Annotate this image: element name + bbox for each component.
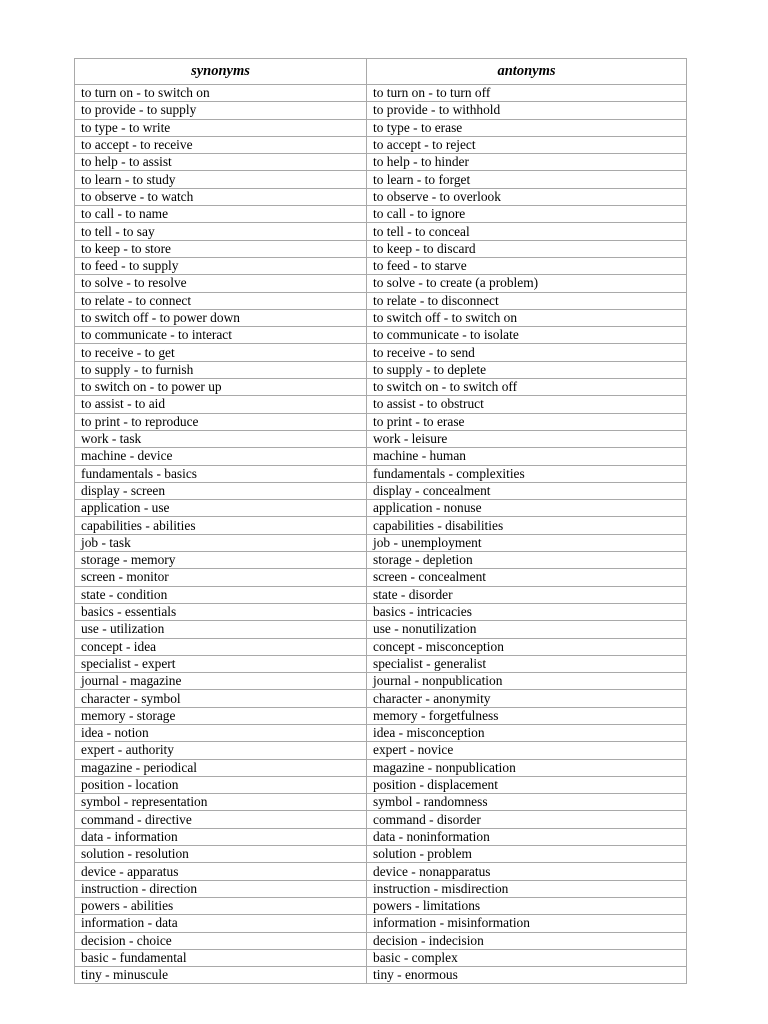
table-row xyxy=(75,880,687,897)
antonym-cell: to call - to ignore xyxy=(367,206,687,223)
table-row xyxy=(75,292,687,309)
synonym-cell: device - apparatus xyxy=(75,863,367,880)
synonym-cell: to learn - to study xyxy=(75,171,367,188)
synonym-cell: screen - monitor xyxy=(75,569,367,586)
antonym-cell: memory - forgetfulness xyxy=(367,707,687,724)
table-row xyxy=(75,154,687,171)
antonym-cell: to receive - to send xyxy=(367,344,687,361)
table-row xyxy=(75,638,687,655)
synonym-cell: display - screen xyxy=(75,482,367,499)
antonym-cell: data - noninformation xyxy=(367,828,687,845)
synonym-cell: job - task xyxy=(75,534,367,551)
table-row xyxy=(75,603,687,620)
synonym-cell: to switch off - to power down xyxy=(75,309,367,326)
antonym-cell: to learn - to forget xyxy=(367,171,687,188)
synonym-cell: fundamentals - basics xyxy=(75,465,367,482)
synonym-cell: basics - essentials xyxy=(75,603,367,620)
antonym-cell: tiny - enormous xyxy=(367,967,687,984)
antonym-cell: concept - misconception xyxy=(367,638,687,655)
synonym-cell: to relate - to connect xyxy=(75,292,367,309)
antonym-cell: command - disorder xyxy=(367,811,687,828)
synonym-cell: information - data xyxy=(75,915,367,932)
table-row xyxy=(75,552,687,569)
synonym-cell: to supply - to furnish xyxy=(75,361,367,378)
synonym-cell: powers - abilities xyxy=(75,897,367,914)
antonym-cell: to relate - to disconnect xyxy=(367,292,687,309)
synonym-cell: to accept - to receive xyxy=(75,136,367,153)
antonym-cell: machine - human xyxy=(367,448,687,465)
synonyms-header: synonyms xyxy=(75,59,367,85)
antonym-cell: to assist - to obstruct xyxy=(367,396,687,413)
table-row xyxy=(75,724,687,741)
antonym-cell: fundamentals - complexities xyxy=(367,465,687,482)
table-row xyxy=(75,396,687,413)
antonym-cell: powers - limitations xyxy=(367,897,687,914)
antonym-cell: solution - problem xyxy=(367,846,687,863)
table-row xyxy=(75,932,687,949)
antonym-cell: to solve - to create (a problem) xyxy=(367,275,687,292)
table-row xyxy=(75,517,687,534)
antonym-cell: to turn on - to turn off xyxy=(367,85,687,102)
antonym-cell: basics - intricacies xyxy=(367,603,687,620)
antonym-cell: display - concealment xyxy=(367,482,687,499)
antonym-cell: to switch on - to switch off xyxy=(367,379,687,396)
antonym-cell: position - displacement xyxy=(367,776,687,793)
synonym-cell: capabilities - abilities xyxy=(75,517,367,534)
table-row xyxy=(75,85,687,102)
antonym-cell: capabilities - disabilities xyxy=(367,517,687,534)
table-header-row xyxy=(75,59,687,85)
antonym-cell: to help - to hinder xyxy=(367,154,687,171)
table-row xyxy=(75,776,687,793)
antonym-cell: storage - depletion xyxy=(367,552,687,569)
synonym-cell: basic - fundamental xyxy=(75,949,367,966)
table-row xyxy=(75,897,687,914)
synonym-cell: specialist - expert xyxy=(75,655,367,672)
synonym-cell: to assist - to aid xyxy=(75,396,367,413)
antonym-cell: to print - to erase xyxy=(367,413,687,430)
table-row xyxy=(75,171,687,188)
antonym-cell: to tell - to conceal xyxy=(367,223,687,240)
antonym-cell: device - nonapparatus xyxy=(367,863,687,880)
table-row xyxy=(75,240,687,257)
synonym-cell: to tell - to say xyxy=(75,223,367,240)
synonym-cell: to communicate - to interact xyxy=(75,327,367,344)
synonym-cell: data - information xyxy=(75,828,367,845)
table-row xyxy=(75,102,687,119)
synonym-cell: character - symbol xyxy=(75,690,367,707)
table-row xyxy=(75,223,687,240)
antonym-cell: symbol - randomness xyxy=(367,794,687,811)
synonym-cell: symbol - representation xyxy=(75,794,367,811)
table-row xyxy=(75,794,687,811)
antonym-cell: job - unemployment xyxy=(367,534,687,551)
synonym-cell: to feed - to supply xyxy=(75,257,367,274)
synonym-cell: concept - idea xyxy=(75,638,367,655)
antonym-cell: to provide - to withhold xyxy=(367,102,687,119)
table-row xyxy=(75,621,687,638)
antonym-cell: instruction - misdirection xyxy=(367,880,687,897)
table-row xyxy=(75,569,687,586)
synonym-cell: machine - device xyxy=(75,448,367,465)
synonym-cell: solution - resolution xyxy=(75,846,367,863)
synonym-cell: to call - to name xyxy=(75,206,367,223)
table-row xyxy=(75,655,687,672)
table-row xyxy=(75,828,687,845)
table-row xyxy=(75,586,687,603)
antonym-cell: character - anonymity xyxy=(367,690,687,707)
antonym-cell: to type - to erase xyxy=(367,119,687,136)
table-row xyxy=(75,759,687,776)
synonym-cell: decision - choice xyxy=(75,932,367,949)
synonym-cell: to solve - to resolve xyxy=(75,275,367,292)
antonym-cell: state - disorder xyxy=(367,586,687,603)
synonym-cell: instruction - direction xyxy=(75,880,367,897)
synonym-cell: to receive - to get xyxy=(75,344,367,361)
table-row xyxy=(75,136,687,153)
table-row xyxy=(75,361,687,378)
synonym-cell: to turn on - to switch on xyxy=(75,85,367,102)
table-row xyxy=(75,500,687,517)
table-row xyxy=(75,448,687,465)
antonym-cell: to keep - to discard xyxy=(367,240,687,257)
antonym-cell: application - nonuse xyxy=(367,500,687,517)
synonym-cell: tiny - minuscule xyxy=(75,967,367,984)
antonym-cell: magazine - nonpublication xyxy=(367,759,687,776)
antonym-cell: idea - misconception xyxy=(367,724,687,741)
synonym-cell: state - condition xyxy=(75,586,367,603)
table-row xyxy=(75,309,687,326)
table-row xyxy=(75,206,687,223)
table-row xyxy=(75,690,687,707)
table-row xyxy=(75,673,687,690)
antonym-cell: specialist - generalist xyxy=(367,655,687,672)
table-row xyxy=(75,967,687,984)
table-row xyxy=(75,257,687,274)
antonym-cell: to switch off - to switch on xyxy=(367,309,687,326)
table-row xyxy=(75,915,687,932)
synonym-cell: to keep - to store xyxy=(75,240,367,257)
table-row xyxy=(75,430,687,447)
synonym-cell: to provide - to supply xyxy=(75,102,367,119)
antonym-cell: expert - novice xyxy=(367,742,687,759)
table-row xyxy=(75,811,687,828)
antonyms-header: antonyms xyxy=(367,59,687,85)
table-row xyxy=(75,379,687,396)
synonym-cell: magazine - periodical xyxy=(75,759,367,776)
table-row xyxy=(75,119,687,136)
table-row xyxy=(75,742,687,759)
table-row xyxy=(75,465,687,482)
table-row xyxy=(75,949,687,966)
synonym-cell: journal - magazine xyxy=(75,673,367,690)
antonym-cell: journal - nonpublication xyxy=(367,673,687,690)
table-row xyxy=(75,534,687,551)
antonym-cell: to communicate - to isolate xyxy=(367,327,687,344)
antonym-cell: decision - indecision xyxy=(367,932,687,949)
synonym-cell: expert - authority xyxy=(75,742,367,759)
antonym-cell: use - nonutilization xyxy=(367,621,687,638)
table-row xyxy=(75,275,687,292)
table-row xyxy=(75,344,687,361)
synonym-cell: to switch on - to power up xyxy=(75,379,367,396)
synonym-cell: to help - to assist xyxy=(75,154,367,171)
table-row xyxy=(75,482,687,499)
synonym-cell: position - location xyxy=(75,776,367,793)
table-row xyxy=(75,327,687,344)
synonym-cell: command - directive xyxy=(75,811,367,828)
synonym-cell: memory - storage xyxy=(75,707,367,724)
synonym-cell: to print - to reproduce xyxy=(75,413,367,430)
table-row xyxy=(75,707,687,724)
table-row xyxy=(75,413,687,430)
synonym-cell: idea - notion xyxy=(75,724,367,741)
antonym-cell: work - leisure xyxy=(367,430,687,447)
table-row xyxy=(75,846,687,863)
antonym-cell: information - misinformation xyxy=(367,915,687,932)
synonym-cell: storage - memory xyxy=(75,552,367,569)
synonym-cell: application - use xyxy=(75,500,367,517)
table-row xyxy=(75,863,687,880)
antonym-cell: basic - complex xyxy=(367,949,687,966)
antonym-cell: screen - concealment xyxy=(367,569,687,586)
antonym-cell: to feed - to starve xyxy=(367,257,687,274)
antonym-cell: to supply - to deplete xyxy=(367,361,687,378)
antonym-cell: to accept - to reject xyxy=(367,136,687,153)
synonym-antonym-table xyxy=(74,58,687,984)
synonym-cell: use - utilization xyxy=(75,621,367,638)
table-body xyxy=(75,85,687,984)
synonym-cell: work - task xyxy=(75,430,367,447)
synonym-cell: to observe - to watch xyxy=(75,188,367,205)
antonym-cell: to observe - to overlook xyxy=(367,188,687,205)
synonym-cell: to type - to write xyxy=(75,119,367,136)
table-row xyxy=(75,188,687,205)
